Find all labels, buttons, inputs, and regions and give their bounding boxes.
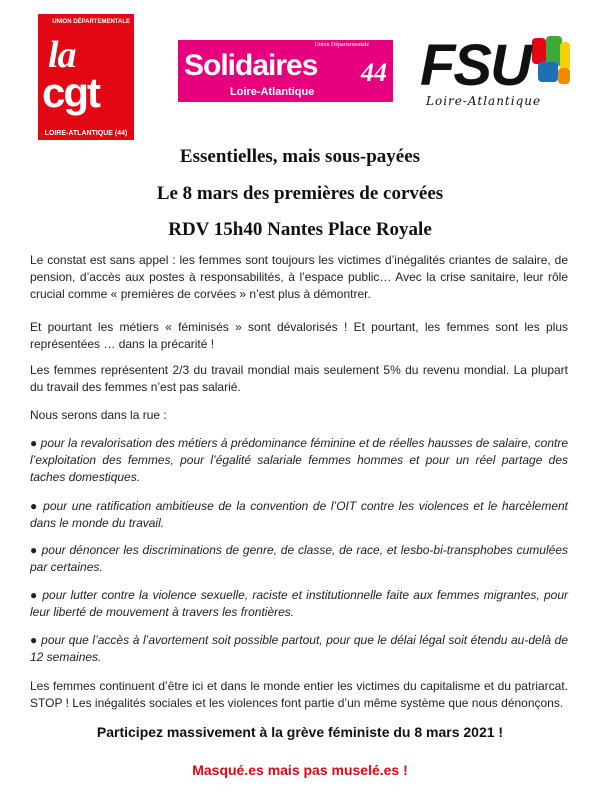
paragraph-devalorization: Et pourtant les métiers « féminisés » sont dévalorisés ! Et pourtant, les femmes sont les plus représentées … dans la précarité ! bbox=[30, 320, 568, 351]
bullet-text: pour une ratification ambitieuse de la convention de l’OIT contre les violences et le harcèlement dans le monde du travail. bbox=[30, 499, 568, 530]
cgt-logo bbox=[38, 14, 134, 140]
bullet-item bbox=[30, 498, 568, 532]
bullet-text: pour lutter contre la violence sexuelle, raciste et institutionnelle faite aux femmes migrantes, pour leur liberté de mouvement à travers les frontières. bbox=[30, 588, 568, 619]
fsu-logo-shape-red bbox=[532, 38, 546, 64]
solidaires-logo-region: Loire-Atlantique bbox=[230, 86, 315, 98]
cgt-logo-union: UNION DÉPARTEMENTALE bbox=[52, 19, 130, 25]
bullet-icon: ● bbox=[30, 436, 38, 450]
fsu-logo bbox=[420, 34, 570, 114]
bullet-icon: ● bbox=[30, 543, 38, 557]
fsu-logo-shape-yellow bbox=[560, 42, 570, 70]
paragraph-statistics: Les femmes représentent 2/3 du travail mondial mais seulement 5% du revenu mondial. La plupart du travail des femmes n’est pas salarié. bbox=[30, 363, 568, 394]
solidaires-logo-name: Solidaires bbox=[184, 49, 318, 82]
bullet-item bbox=[30, 587, 568, 621]
bullet-item bbox=[30, 632, 568, 666]
fsu-logo-name: FSU bbox=[420, 33, 530, 98]
bullet-item bbox=[30, 435, 568, 486]
cgt-logo-name: cgt bbox=[42, 69, 99, 116]
bullet-icon: ● bbox=[30, 633, 38, 647]
closing-call: Participez massivement à la grève féministe du 8 mars 2021 ! bbox=[96, 724, 504, 740]
heading-subtitle: Le 8 mars des premières de corvées bbox=[156, 183, 444, 204]
heading-title: Essentielles, mais sous-payées bbox=[179, 146, 421, 167]
slogan: Masqué.es mais pas muselé.es ! bbox=[192, 762, 408, 778]
fsu-logo-shape-blue bbox=[538, 62, 558, 82]
solidaires-logo-number: 44 bbox=[361, 58, 387, 87]
paragraph-demands-intro: Nous serons dans la rue : bbox=[30, 408, 167, 422]
fsu-logo-region: Loire-Atlantique bbox=[426, 94, 542, 108]
bullet-icon: ● bbox=[30, 588, 39, 602]
cgt-logo-region: LOIRE-ATLANTIQUE (44) bbox=[44, 130, 128, 137]
bullet-text: pour la revalorisation des métiers à prédominance féminine et de réelles hausses de salaire, contre l’exploitation des femmes, pour l’égalité salariale femmes hommes et pour un réel partage des taches domestiques. bbox=[30, 436, 569, 484]
bullet-text: pour que l’accès à l’avortement soit possible partout, pour que le délai légal soit étendu au-delà de 12 semaines. bbox=[30, 633, 568, 664]
solidaires-logo bbox=[178, 40, 393, 102]
bullet-icon: ● bbox=[30, 499, 39, 513]
fsu-logo-shape-orange bbox=[558, 68, 570, 84]
bullet-text: pour dénoncer les discriminations de genre, de classe, de race, et lesbo-bi-transphobes cumulées par certaines. bbox=[30, 543, 568, 574]
bullet-item bbox=[30, 542, 568, 576]
cgt-logo-la: la bbox=[48, 34, 76, 76]
paragraph-intro: Le constat est sans appel : les femmes sont toujours les victimes d’inégalités criantes de salaire, de pension, d’accès aux postes à responsabilités, à l’espace public… Avec la crise sanitaire, leur rôle crucial comme « premières de corvées » n’est plus à démontrer. bbox=[30, 253, 568, 301]
heading-meeting-point: RDV 15h40 Nantes Place Royale bbox=[168, 219, 432, 240]
paragraph-conclusion: Les femmes continuent d’être ici et dans le monde entier les victimes du capitalisme et du patriarcat. STOP ! Les inégalités sociales et les violences font partie d’un même système que nous dénonçons. bbox=[30, 679, 568, 710]
solidaires-logo-union: Union Départementale bbox=[314, 42, 369, 48]
